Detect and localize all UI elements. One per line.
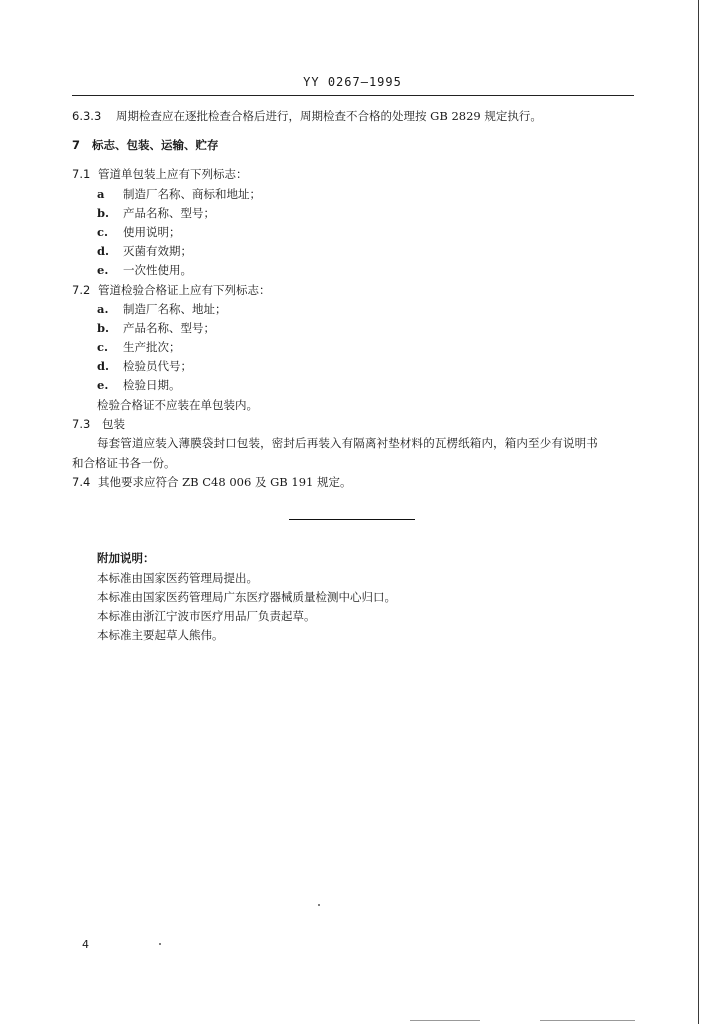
end-of-text-rule	[289, 519, 415, 520]
appendix-line: 本标准主要起草人熊伟。	[97, 628, 224, 642]
clause-text: 周期检查应在逐批检查合格后进行，周期检查不合格的处理按 GB 2829 规定执行。	[116, 109, 542, 123]
section-title: 标志、包装、运输、贮存	[92, 138, 219, 152]
clause-note: 检验合格证不应装在单包装内。	[97, 398, 258, 412]
clause-6-3-3	[72, 111, 542, 123]
clause-number: 7.4	[72, 475, 91, 489]
appendix-line: 本标准由国家医药管理局广东医疗器械质量检测中心归口。	[97, 590, 396, 604]
list-item: a 制造厂名称、商标和地址；	[97, 187, 261, 201]
clause-number: 7.3	[72, 417, 91, 431]
section-number: 7	[72, 138, 81, 152]
header-rule	[72, 95, 634, 96]
scan-speck	[318, 904, 320, 906]
packaging-paragraph-line-2: 和合格证书各一份。	[72, 456, 176, 470]
scan-speck	[159, 943, 161, 945]
list-item: b. 产品名称、型号；	[97, 206, 215, 220]
clause-7-1	[72, 169, 248, 181]
list-item: a. 制造厂名称、地址；	[97, 302, 227, 316]
page-number: 4	[82, 938, 89, 951]
clause-text: 管道单包装上应有下列标志：	[98, 167, 248, 181]
appendix-title: 附加说明：	[97, 551, 155, 565]
standard-code-header: YY 0267—1995	[303, 75, 402, 89]
scan-artifact-line	[410, 1020, 480, 1021]
list-item: c. 生产批次；	[97, 340, 181, 354]
scan-artifact-line	[540, 1020, 635, 1021]
list-item: e. 一次性使用。	[97, 263, 192, 277]
clause-text: 管道检验合格证上应有下列标志：	[98, 283, 271, 297]
clause-number: 7.2	[72, 283, 91, 297]
clause-text: 其他要求应符合 ZB C48 006 及 GB 191 规定。	[98, 475, 352, 489]
clause-7-2	[72, 285, 271, 297]
packaging-paragraph-line-1: 每套管道应装入薄膜袋封口包装，密封后再装入有隔离衬垫材料的瓦楞纸箱内，箱内至少有说明书	[97, 436, 598, 450]
appendix-line: 本标准由国家医药管理局提出。	[97, 571, 258, 585]
clause-number: 7.1	[72, 167, 91, 181]
appendix-line: 本标准由浙江宁波市医疗用品厂负责起草。	[97, 609, 316, 623]
list-item: b. 产品名称、型号；	[97, 321, 215, 335]
clause-number: 6.3.3	[72, 109, 102, 123]
list-item: e. 检验日期。	[97, 378, 181, 392]
list-item: c. 使用说明；	[97, 225, 181, 239]
section-7-heading	[72, 140, 219, 152]
clause-7-4	[72, 477, 352, 489]
clause-7-3	[72, 419, 125, 431]
list-item: d. 灭菌有效期；	[97, 244, 192, 258]
list-item: d. 检验员代号；	[97, 359, 192, 373]
clause-title: 包装	[102, 417, 125, 431]
page-border-line	[698, 0, 699, 1024]
